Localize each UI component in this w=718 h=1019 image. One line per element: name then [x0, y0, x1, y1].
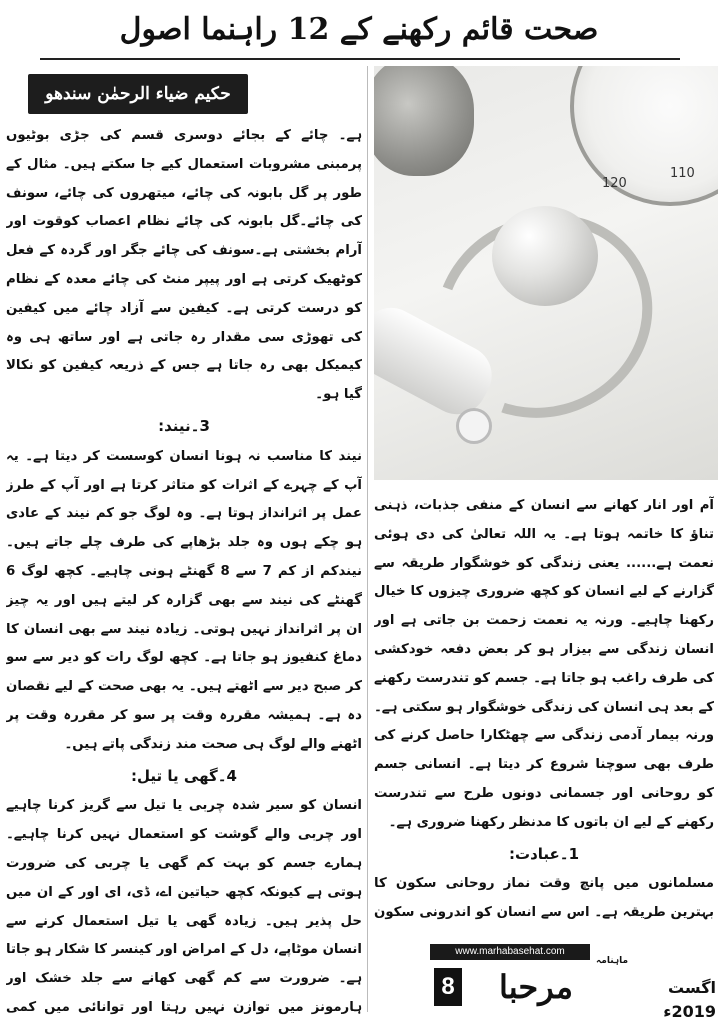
scale-number: 110 — [670, 166, 695, 181]
issue-date: اگست 2019ء — [663, 978, 716, 1019]
paragraph: آم اور انار کھانے سے انسان کے منفی جذبات، ذہنی تناؤ کا خاتمہ ہوتا ہے۔ یہ اللہ تعالیٰ کی دی ہوئی نعمت ہے...... یعنی زندگی کو خوشگوار طریقہ سے گزارنے کے لیے انسان کو کچھ ضروری چیزوں کا خیال رکھنا چاہیے۔ ورنہ یہ نعمت زحمت بن جاتی ہے اور انسان زندگی سے بیزار ہو کر بعض دفعہ خودکشی کی طرف راغب ہو جاتا ہے۔ جسم کو تندرست رکھنے کے بعد ہی انسان کی زندگی خوشگوار ہو سکتی ہے۔ ورنہ بیمار آدمی زندگی سے چھٹکارا حاصل کرنے کی طرف بھی سوچنا شروع کر دیتا ہے۔ انسانی جسم کو روحانی اور جسمانی دونوں طرح سے تندرست رکھنے کے لیے ان باتوں کا مدنظر رکھنا ضروری ہے۔ — [374, 498, 714, 830]
paragraph: مسلمانوں میں پانچ وقت نماز روحانی سکون کا بہترین طریقہ ہے۔ اس سے انسان کو اندرونی سکون — [374, 876, 714, 921]
section-heading: 4۔گھی یا تیل: — [131, 766, 237, 785]
website-url[interactable]: www.marhabasehat.com — [430, 944, 590, 960]
section-heading: 1۔عبادت: — [509, 844, 579, 863]
column-divider — [367, 66, 368, 1012]
left-column — [6, 122, 362, 1017]
right-column — [374, 492, 714, 924]
lettuce-image — [374, 66, 474, 176]
page-number: 8 — [434, 968, 462, 1006]
scale-number: 120 — [602, 176, 627, 191]
magazine-logo: مرحبا — [499, 968, 573, 1006]
weighing-scale-image — [570, 66, 718, 206]
article-photo — [374, 66, 718, 480]
magazine-prefix: ماہنامہ — [596, 956, 629, 966]
author-byline: حکیم ضیاء الرحمٰن سندھو — [28, 74, 248, 114]
paragraph: نیند کا مناسب نہ ہونا انسان کوسست کر دیتا ہے۔ یہ آپ کے چہرے کے اثرات کو متاثر کرتا ہے اور آپ کے طرز عمل پر اثرانداز ہوتا ہے۔ وہ لوگ جو کم نیند کے عادی ہو چکے ہوں وہ جلد بڑھاپے کی طرف چلے جاتے ہیں۔ نیندکم از کم 7 سے 8 گھنٹے ہونی چاہیے۔ کچھ لوگ 6 گھنٹے کی نیند سے بھی گزارہ کر لیتے ہیں اور یہ چیز ان پر اثرانداز نہیں ہوتی۔ زیادہ نیند سے بھی انسان کا دماغ کنفیوز ہو جاتا ہے۔ کچھ لوگ رات کو دیر سے سو کر صبح دیر سے اٹھتے ہیں۔ یہ بھی صحت کے لیے نقصان دہ ہے۔ ہمیشہ مقررہ وقت پر سو کر مقررہ وقت پر اٹھنے والے لوگ ہی صحت مند زندگی پاتے ہیں۔ — [6, 448, 362, 752]
bottle-cap-image — [456, 408, 492, 444]
paragraph: ہے۔ چائے کے بجائے دوسری قسم کی جڑی بوٹیوں پرمبنی مشروبات استعمال کیے جا سکتے ہیں۔ مثال کے طور پر گل بابونہ کی چائے، میتھروں کی چائے، سونف کی چائے۔گل بابونہ کی چائے نظام اعصاب کوقوت اور آرام بخشتی ہے۔سونف کی چائے جگر اور گردہ کے فعل کوٹھیک کرتی ہے اور پیپر منٹ کی چائے معدہ کے نظام کو درست کرتی ہے۔ کیفین سے آزاد چائے میں کیفین کی تھوڑی سی مقدار رہ جاتی ہے اور ساتھ ہی وہ کیمیکل بھی رہ جاتا ہے جس کے ذریعہ کیفین کو نکالا گیا ہو۔ — [6, 128, 362, 403]
paragraph: انسان کو سیر شدہ چربی یا تیل سے گریز کرنا چاہیے اور چربی والے گوشت کو استعمال نہیں کرنا چاہیے۔ ہمارے جسم کو بہت کم گھی یا چربی کی ضرورت ہوتی ہے کیونکہ کچھ حیاتین اے، ڈی، ای اور کے ان میں حل پذیر ہیں۔ زیادہ گھی یا تیل استعمال کرنے سے انسان موٹاپے، دل کے امراض اور کینسر کا شکار ہو جاتا ہے۔ ضرورت سے کم گھی کھانے سے جلد خشک اور ہارمونز میں توازن نہیں رہتا اور توانائی میں کمی — [6, 798, 362, 1015]
title-divider — [40, 58, 680, 60]
page-title: صحت قائم رکھنے کے 12 راہنما اصول — [119, 12, 599, 47]
apple-image — [492, 206, 598, 306]
section-heading: 3۔نیند: — [158, 416, 210, 435]
